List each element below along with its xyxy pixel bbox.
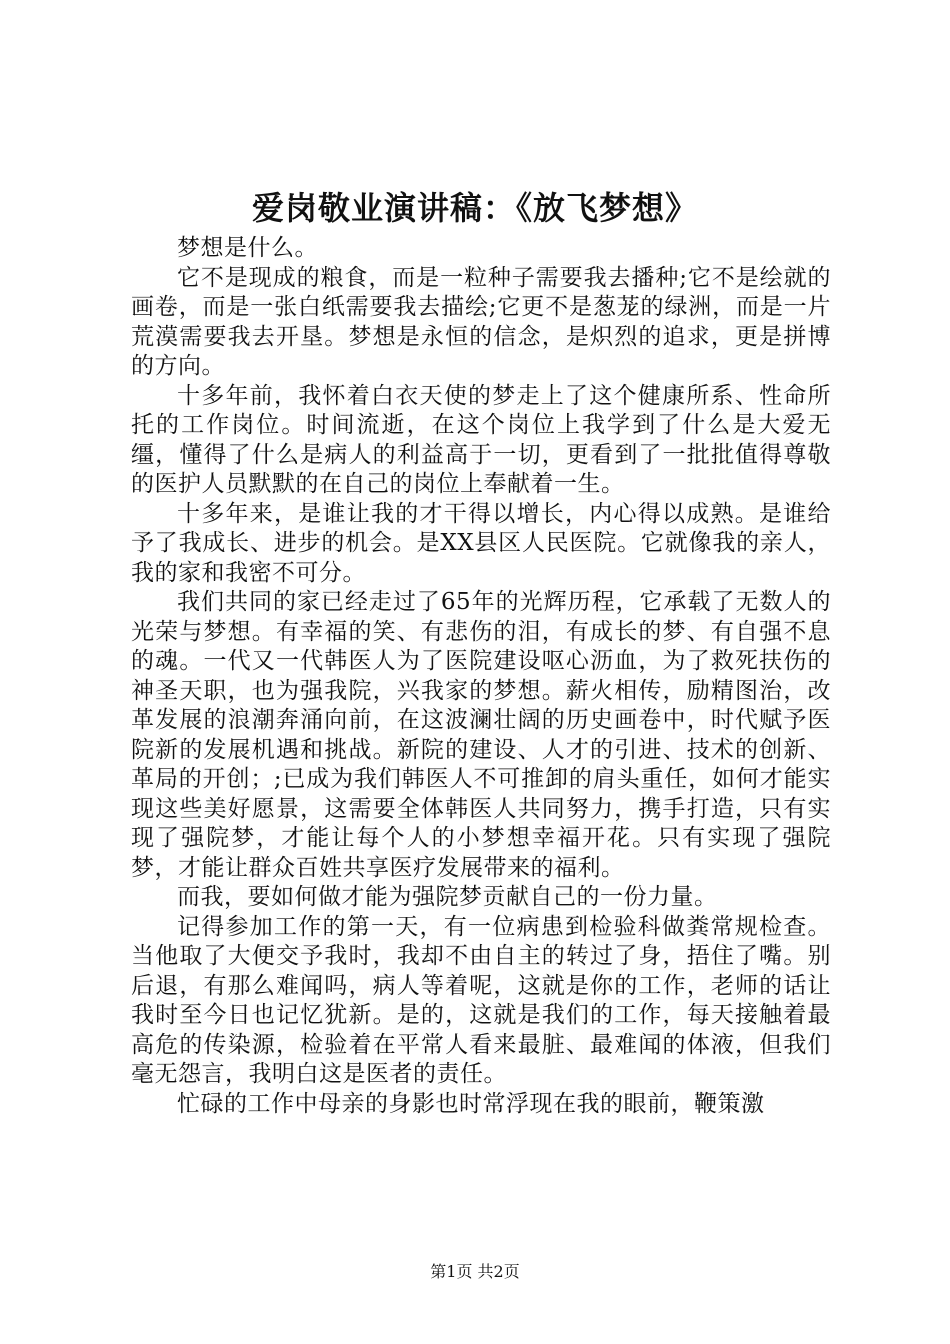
page-title: 爱岗敬业演讲稿：《放飞梦想》: [251, 189, 698, 227]
paragraph: 它不是现成的粮食，而是一粒种子需要我去播种;它不是绘就的画卷，而是一张白纸需要我去描绘;它更不是葱茏的绿洲，而是一片荒漠需要我去开垦。梦想是永恒的信念，是炽烈的追求，更是拼博的方向。: [131, 264, 831, 379]
document-body: [131, 234, 831, 1119]
paragraph: 我们共同的家已经走过了65年的光辉历程，它承载了无数人的光荣与梦想。有幸福的笑、有悲伤的泪，有成长的梦、有自强不息的魂。一代又一代韩医人为了医院建设呕心沥血，为了救死扶伤的神圣天职，也为强我院，兴我家的梦想。薪火相传，励精图治，改革发展的浪潮奔涌向前，在这波澜壮阔的历史画卷中，时代赋予医院新的发展机遇和挑战。新院的建设、人才的引进、技术的创新、革局的开创；;已成为我们韩医人不可推卸的肩头重任，如何才能实现这些美好愿景，这需要全体韩医人共同努力，携手打造，只有实现了强院梦，才能让每个人的小梦想幸福开花。只有实现了强院梦，才能让群众百姓共享医疗发展带来的福利。: [131, 589, 831, 881]
page-footer: 第1页 共2页: [430, 1262, 520, 1281]
paragraph: 记得参加工作的第一天，有一位病患到检验科做粪常规检查。当他取了大便交予我时，我却不由自主的转过了身，捂住了嘴。别后退，有那么难闻吗，病人等着呢，这就是你的工作，老师的话让我时至今日也记忆犹新。是的，这就是我们的工作，每天接触着最高危的传染源，检验着在平常人看来最脏、最难闻的体液，但我们毫无怨言，我明白这是医者的责任。: [131, 913, 831, 1087]
paragraph: 十多年来，是谁让我的才干得以增长，内心得以成熟。是谁给予了我成长、进步的机会。是XX县区人民医院。它就像我的亲人，我的家和我密不可分。: [131, 500, 831, 586]
paragraph: 梦想是什么。: [177, 235, 318, 261]
paragraph: 而我，要如何做才能为强院梦贡献自己的一份力量。: [177, 884, 718, 910]
paragraph: 十多年前，我怀着白衣天使的梦走上了这个健康所系、性命所托的工作岗位。时间流逝，在这个岗位上我学到了什么是大爱无缰，懂得了什么是病人的利益高于一切，更看到了一批批值得尊敬的医护人员默默的在自己的岗位上奉献着一生。: [131, 382, 831, 497]
paragraph: 忙碌的工作中母亲的身影也时常浮现在我的眼前，鞭策激: [177, 1090, 765, 1117]
